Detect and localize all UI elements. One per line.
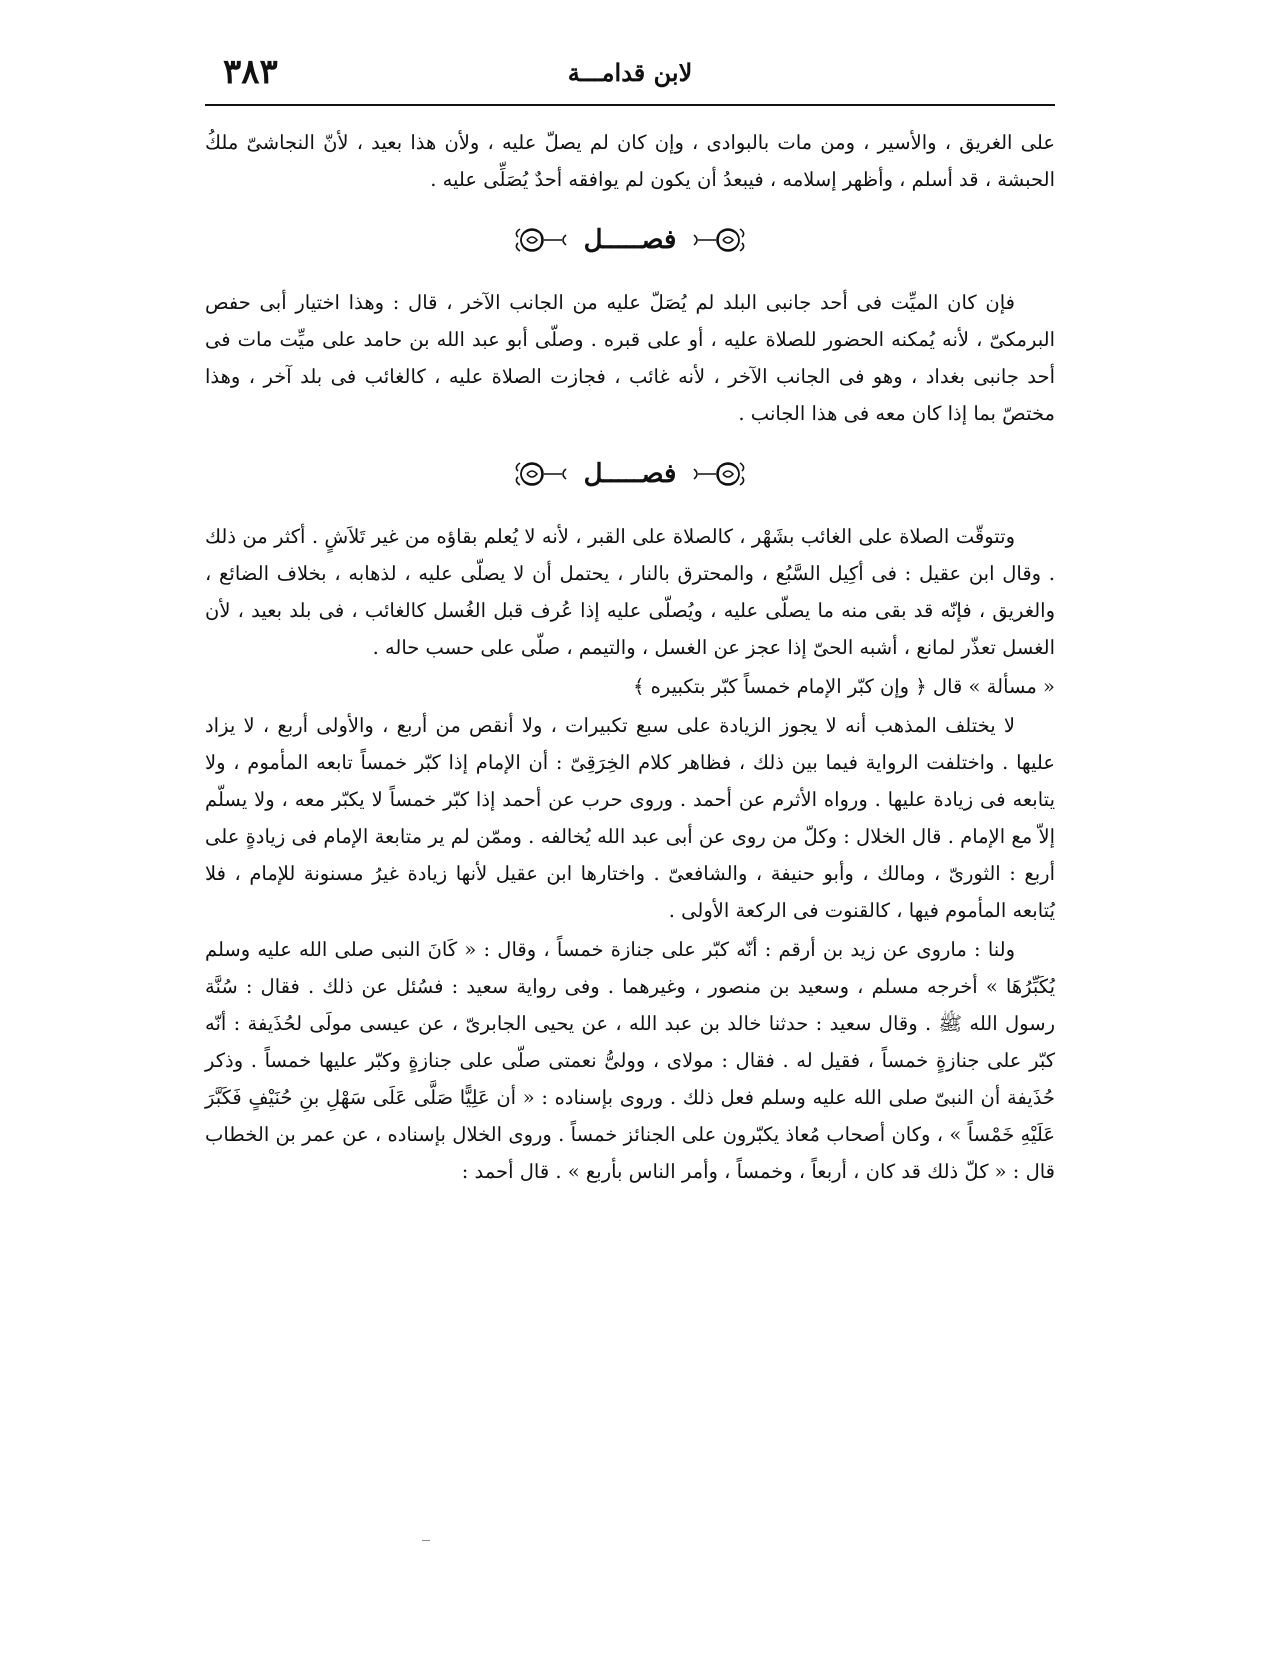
ornament-left-icon: [512, 457, 570, 491]
paragraph-1: على الغريق ، والأسير ، ومن مات بالبوادى ، وإن كان لم يصلّ عليه ، ولأن هذا بعيد ، لأنّ النجاشىّ ملكُ الحبشة ، قد أسلم ، وأظهر إسلامه ، فيبعدُ أن يكون لم يوافقه أحدٌ يُصَلِّى عليه .: [205, 131, 1055, 191]
book-page: [205, 50, 1055, 1630]
footer-mark: [422, 1540, 430, 1541]
running-title: لابن قدامـــة: [567, 58, 693, 87]
paragraph-3: وتتوقّت الصلاة على الغائب بشَهْر ، كالصلاة على القبر ، لأنه لا يُعلم بقاؤه من غير تَلاَشٍ . أكثر من ذلك . وقال ابن عقيل : فى أكِيل السَّبُع ، والمحترق بالنار ، يحتمل أن لا يصلّى عليه ، لذهابه ، بخلاف الضائع ، والغريق ، فإنّه قد بقى منه ما يصلّى عليه ، ويُصلّى عليه إذا عُرف قبل الغُسل كالغائب ، فى بلد بعيد ، لأن الغسل تعذّر لمانع ، أشبه الحىّ إذا عجز عن الغسل ، والتيمم ، صلّى على حسب حاله .: [205, 525, 1055, 659]
page-number: ٣٨٣: [223, 52, 278, 92]
paragraph-4: لا يختلف المذهب أنه لا يجوز الزيادة على سبع تكبيرات ، ولا أنقص من أربع ، والأولى أربع ، لا يزاد عليها . واختلفت الرواية فيما بين ذلك ، فظاهر كلام الخِرَقِىّ : أن الإمام إذا كبّر خمساً تابعه المأموم ، ولا يتابعه فى زيادة عليها . ورواه الأثرم عن أحمد . وروى حرب عن أحمد إذا كبّر خمساً لا يكبّر معه ، ولا يسلّم إلاّ مع الإمام . قال الخلال : وكلّ من روى عن أبى عبد الله يُخالفه . وممّن لم ير متابعة الإمام فى زيادةٍ على أربع : الثورىّ ، ومالك ، وأبو حنيفة ، والشافعىّ . واختارها ابن عقيل لأنها زيادة غيرُ مسنونة للإمام ، فلا يُتابعه المأموم فيها ، كالقنوت فى الركعة الأولى .: [205, 714, 1055, 922]
paragraph-2: فإن كان الميِّت فى أحد جانبى البلد لم يُصَلّ عليه من الجانب الآخر ، قال : وهذا اختيار أبى حفص البرمكىّ ، لأنه يُمكنه الحضور للصلاة عليه ، أو على قبره . وصلّى أبو عبد الله بن حامد على ميِّت مات فى أحد جانبى بغداد ، وهو فى الجانب الآخر ، لأنه غائب ، فجازت الصلاة عليه ، كالغائب فى بلد آخر ، وهذا مختصّ بما إذا كان معه فى هذا الجانب .: [205, 291, 1055, 425]
ornament-left-icon: [512, 223, 570, 257]
page-body: [205, 124, 1055, 1192]
header-rule: [205, 104, 1055, 106]
section-title-1: فصـــــل: [583, 224, 677, 255]
section-title-2: فصـــــل: [583, 458, 677, 489]
paragraph-5: ولنا : ماروى عن زيد بن أرقم : أنّه كبّر على جنازة خمساً ، وقال : « كَانَ النبى صلى الله عليه وسلم يُكَبِّرُهَا » أخرجه مسلم ، وسعيد بن منصور ، وغيرهما . وفى رواية سعيد : فسُئل عن ذلك . فقال : سُنَّة رسول الله ﷺ . وقال سعيد : حدثنا خالد بن عبد الله ، عن يحيى الجابرىّ ، عن عيسى مولَى لحُذَيفة : أنّه كبّر على جنازةٍ خمساً ، فقيل له . فقال : مولاى ، وولىُّ نعمتى صلّى على جنازةٍ وكبّر عليها خمساً . وذكر حُذَيفة أن النبىّ صلى الله عليه وسلم فعل ذلك . وروى بإسناده : « أن عَلِيًّا صَلَّى عَلَى سَهْلِ بنِ حُنَيْفٍ فَكَبَّرَ عَلَيْهِ خَمْساً » ، وكان أصحاب مُعاذ يكبّرون على الجنائز خمساً . وروى الخلال بإسناده ، عن عمر بن الخطاب قال : « كلّ ذلك قد كان ، أربعاً ، وخمساً ، وأمر الناس بأربع » . قال أحمد :: [205, 938, 1055, 1183]
ornament-right-icon: [690, 223, 748, 257]
masala-heading: « مسألة » قال ﴿ وإن كبّر الإمام خمساً كبّر بتكبيره ﴾: [632, 675, 1055, 698]
section-divider-1: [205, 208, 1055, 272]
section-divider-2: [205, 442, 1055, 506]
ornament-right-icon: [690, 457, 748, 491]
page-header: [205, 50, 1055, 100]
